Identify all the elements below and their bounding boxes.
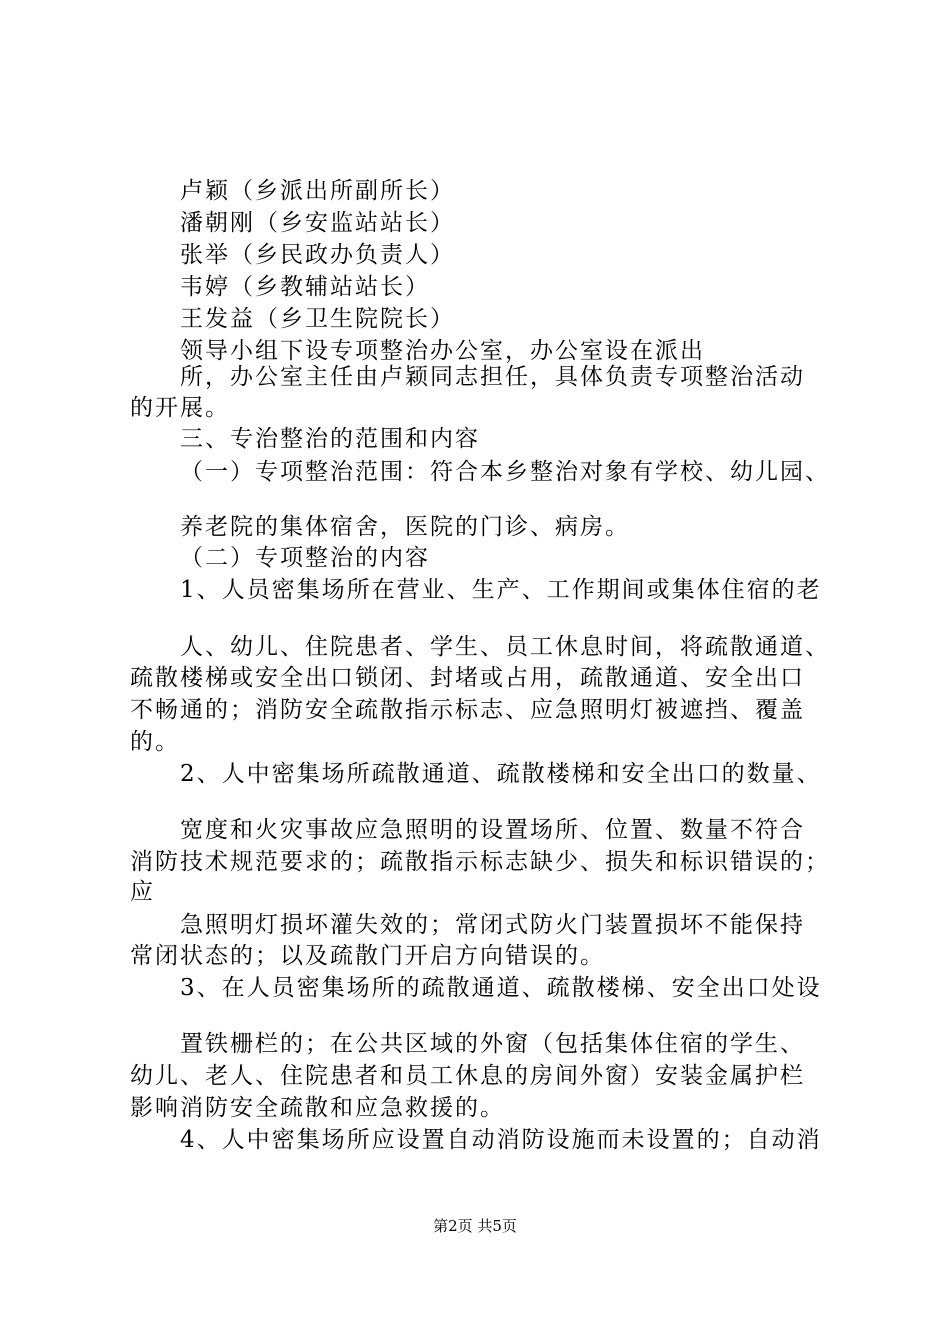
text-line: 常闭状态的；以及疏散门开启方向错误的。 (130, 943, 605, 969)
text-line: 1、人员密集场所在营业、生产、工作期间或集体住宿的老 (180, 577, 822, 603)
text-line: 疏散楼梯或安全出口锁闭、封堵或占用，疏散通道、安全出口 (130, 665, 805, 691)
subsection-heading: （二）专项整治的内容 (180, 545, 430, 571)
text-line: 置铁栅栏的；在公共区域的外窗（包括集体住宿的学生、 (180, 1031, 805, 1057)
text-line: 3、在人员密集场所的疏散通道、疏散楼梯、安全出口处设 (180, 975, 822, 1001)
text-line: 应 (130, 879, 155, 905)
text-line: 领导小组下设专项整治办公室，办公室设在派出 (180, 338, 705, 364)
text-line: 急照明灯损坏灌失效的；常闭式防火门装置损坏不能保持 (180, 912, 805, 938)
text-line: 潘朝刚（乡安监站站长） (180, 210, 455, 236)
section-heading: 三、专治整治的范围和内容 (180, 426, 480, 452)
text-line: 养老院的集体宿舍，医院的门诊、病房。 (180, 514, 630, 540)
text-line: 4、人中密集场所应设置自动消防设施而未设置的；自动消 (180, 1127, 822, 1153)
text-line: 宽度和火灾事故应急照明的设置场所、位置、数量不符合 (180, 817, 805, 843)
text-line: 不畅通的；消防安全疏散指示标志、应急照明灯被遮挡、覆盖 (130, 697, 805, 723)
text-line: 幼儿、老人、住院患者和员工休息的房间外窗）安装金属护栏 (130, 1063, 805, 1089)
text-line: 影响消防安全疏散和应急救援的。 (130, 1095, 505, 1121)
text-line: 2、人中密集场所疏散通道、疏散楼梯和安全出口的数量、 (180, 761, 822, 787)
text-line: 消防技术规范要求的；疏散指示标志缺少、损失和标识错误的； (130, 849, 830, 875)
text-line: 的。 (130, 729, 180, 755)
page-footer: 第2页 共5页 (433, 1217, 517, 1235)
text-line: 的开展。 (130, 395, 230, 421)
text-line: 韦婷（乡教辅站站长） (180, 274, 430, 300)
text-line: 王发益（乡卫生院院长） (180, 306, 455, 332)
text-line: 张举（乡民政办负责人） (180, 242, 455, 268)
subsection-heading: （一）专项整治范围：符合本乡整治对象有学校、幼儿园、 (180, 459, 830, 485)
text-line: 人、幼儿、住院患者、学生、员工休息时间，将疏散通道、 (180, 634, 830, 660)
text-line: 所，办公室主任由卢颖同志担任，具体负责专项整治活动 (180, 364, 805, 390)
text-line: 卢颖（乡派出所副所长） (180, 178, 455, 204)
